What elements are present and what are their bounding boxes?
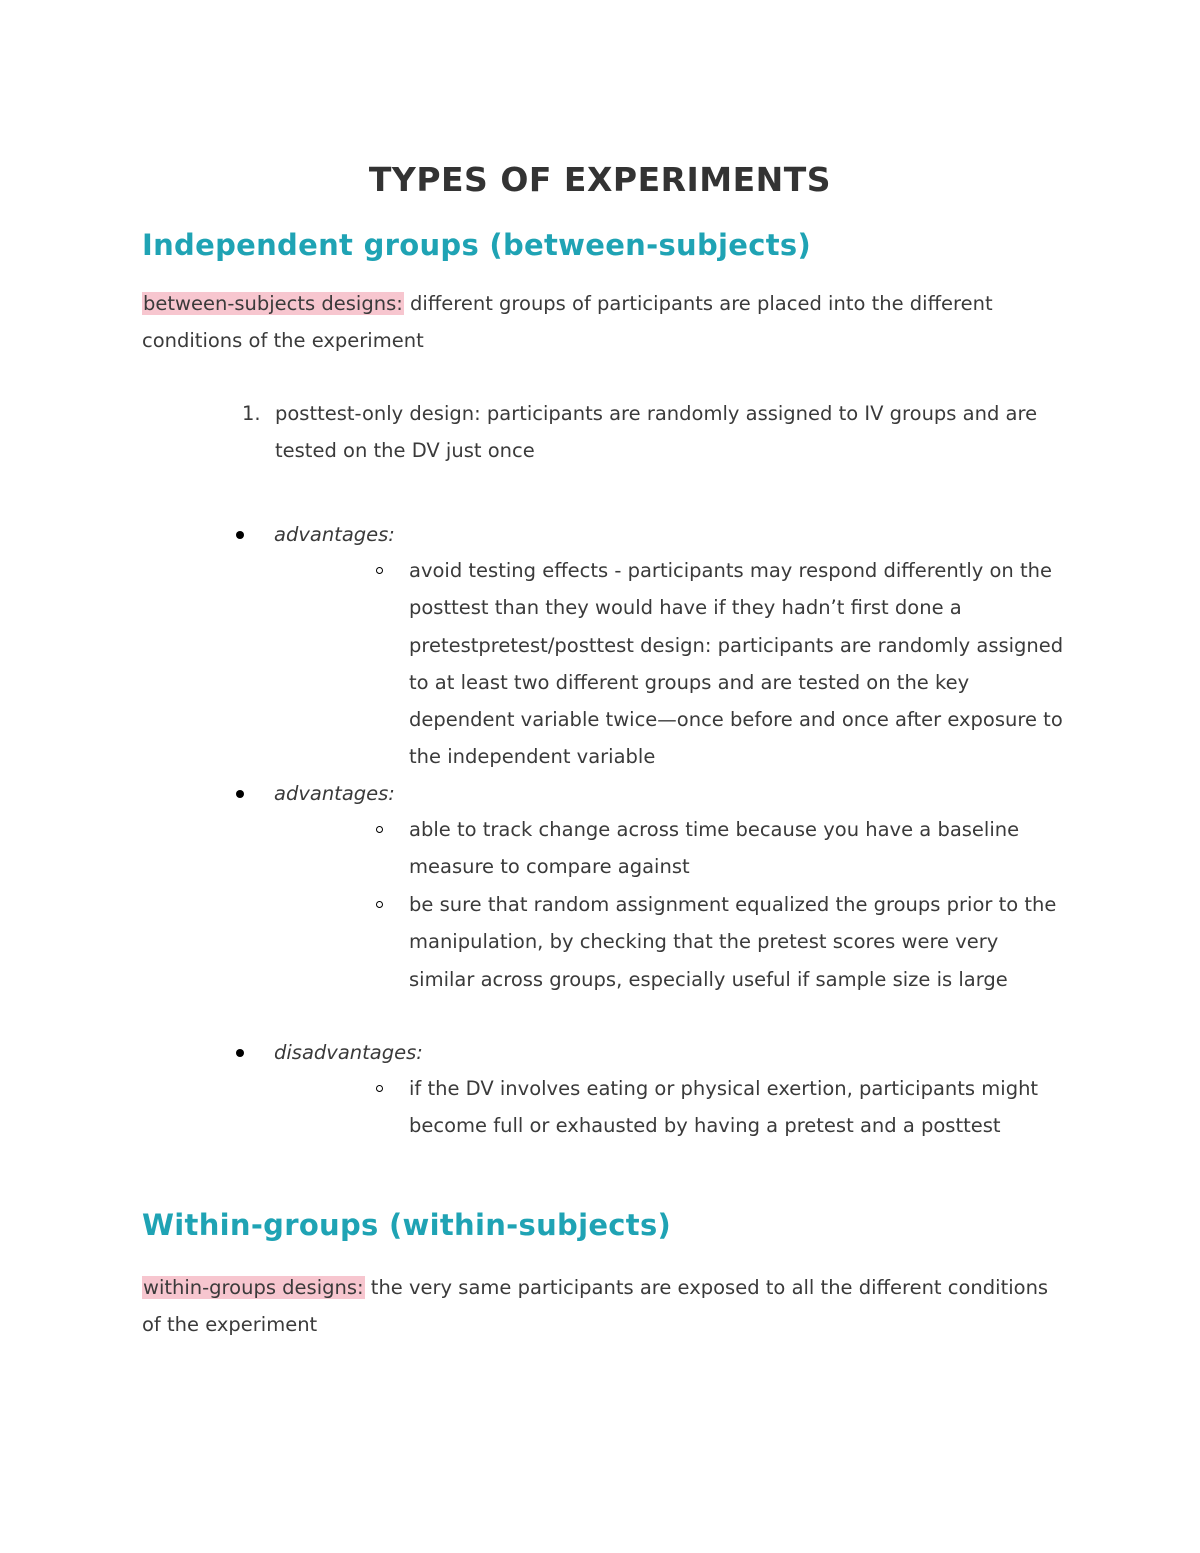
bullet-icon	[236, 790, 244, 798]
definition-text: different groups of participants are placed into the different conditions of the experiment	[142, 292, 993, 352]
sub-item-dv-exertion	[376, 1070, 1066, 1145]
bullet-label: advantages:	[274, 523, 395, 546]
section-heading-independent-groups: Independent groups (between-subjects)	[142, 228, 812, 262]
highlighted-term: between-subjects designs:	[143, 292, 403, 315]
sub-item-text: if the DV involves eating or physical exertion, participants might become full or exhausted by having a pretest and a posttest	[409, 1077, 1039, 1138]
highlighted-term: within-groups designs:	[143, 1276, 364, 1299]
bullet-icon	[236, 1049, 244, 1057]
numbered-item-posttest-only	[242, 395, 1062, 469]
section-heading-within-groups: Within-groups (within-subjects)	[142, 1208, 672, 1242]
bullet-disadvantages	[236, 1034, 1056, 1071]
bullet-advantages-2	[236, 775, 1056, 812]
bullet-label: advantages:	[274, 782, 395, 805]
bullet-label: disadvantages:	[274, 1041, 423, 1064]
hollow-circle-bullet-icon	[376, 901, 383, 908]
sub-item-avoid-testing-effects	[376, 552, 1066, 776]
list-number: 1.	[242, 402, 261, 425]
sub-item-text: be sure that random assignment equalized the groups prior to the manipulation, by checking that the pretest scores were very similar across groups, especially useful if sample size is large	[409, 893, 1057, 991]
hollow-circle-bullet-icon	[376, 1085, 383, 1092]
between-subjects-definition	[142, 285, 1062, 359]
sub-item-text: able to track change across time because you have a baseline measure to compare against	[409, 818, 1020, 879]
definition-text: the very same participants are exposed to all the different conditions of the experiment	[142, 1276, 1049, 1336]
bullet-icon	[236, 531, 244, 539]
sub-item-track-change	[376, 811, 1066, 886]
document-title: TYPES OF EXPERIMENTS	[368, 160, 832, 199]
sub-item-text: avoid testing effects - participants may respond differently on the posttest than they would have if they hadn’t first done a pretestpretest/posttest design: participants are randomly assigned to at least two different groups and are tested on the key dependent variable twice—once before and once after exposure to the independent variable	[409, 559, 1064, 769]
list-item-text: posttest-only design: participants are randomly assigned to IV groups and are tested on the DV just once	[275, 402, 1038, 462]
bullet-advantages-1	[236, 516, 1056, 553]
within-groups-definition	[142, 1269, 1062, 1343]
hollow-circle-bullet-icon	[376, 567, 383, 574]
hollow-circle-bullet-icon	[376, 826, 383, 833]
sub-item-random-assignment	[376, 886, 1066, 998]
